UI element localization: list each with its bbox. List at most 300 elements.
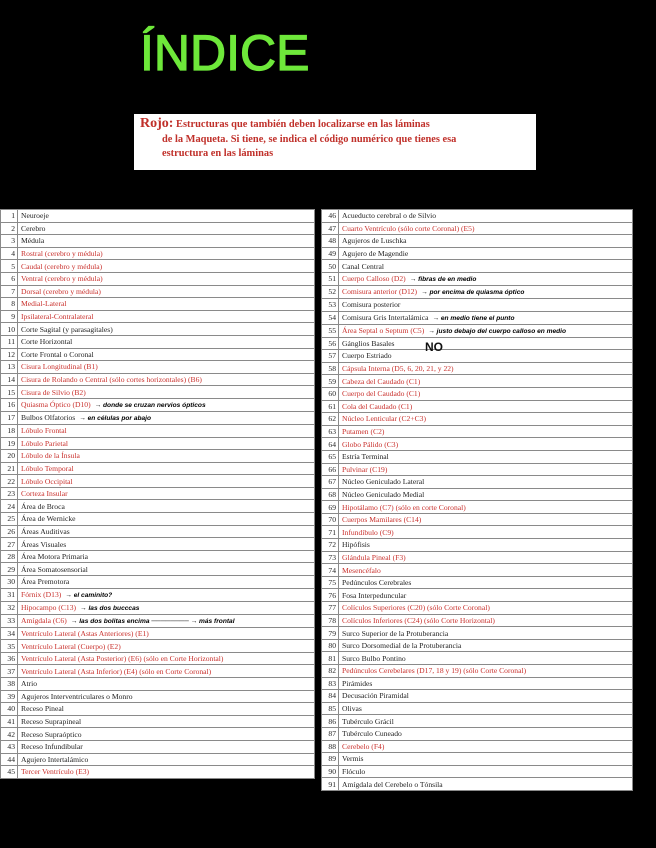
row-label: Áreas Visuales	[21, 539, 67, 549]
table-row	[322, 727, 633, 740]
row-number: 40	[1, 703, 18, 716]
row-label: Lóbulo Temporal	[21, 463, 74, 473]
row-label-cell	[18, 525, 315, 538]
row-label-cell	[18, 715, 315, 728]
table-row	[322, 337, 633, 350]
row-label: Estría Terminal	[342, 452, 389, 462]
table-row	[322, 400, 633, 413]
row-label: Agujero de Magendie	[342, 249, 409, 259]
table-row	[1, 437, 315, 450]
table-row	[322, 235, 633, 248]
row-label: Hipotálamo (C7) (sólo en corte Coronal)	[342, 502, 466, 512]
row-number: 38	[1, 678, 18, 691]
row-label-cell	[339, 463, 633, 476]
table-row	[1, 462, 315, 475]
row-number: 48	[322, 235, 339, 248]
table-row	[322, 450, 633, 463]
table-row	[322, 602, 633, 615]
legend-line1: Estructuras que también deben localizarse en las láminas	[176, 119, 430, 130]
row-label: Cisura de Silvio (B2)	[21, 387, 86, 397]
row-label: Ventrículo Lateral (Asta Inferior) (E4) (sólo en Corte Coronal)	[21, 666, 212, 676]
row-label: Colículos Inferiores (C24) (sólo Corte Horizontal)	[342, 615, 495, 625]
row-label-cell	[18, 500, 315, 513]
table-row	[1, 538, 315, 551]
table-row	[1, 715, 315, 728]
row-label: Neuroeje	[21, 211, 49, 221]
row-label-cell	[339, 639, 633, 652]
table-row	[322, 476, 633, 489]
row-label: Pedúnculos Cerebrales	[342, 578, 412, 588]
row-label: Lóbulo Frontal	[21, 426, 67, 436]
table-row	[1, 487, 315, 500]
row-number: 3	[1, 235, 18, 248]
table-row	[322, 652, 633, 665]
row-label-cell	[339, 324, 633, 337]
row-label: Ventrículo Lateral (Asta Posterior) (E6) (sólo en Corte Horizontal)	[21, 654, 224, 664]
row-label: Cuarto Ventrículo (sólo corte Coronal) (E5)	[342, 223, 475, 233]
table-row	[322, 413, 633, 426]
row-number: 33	[1, 614, 18, 627]
row-label-cell	[339, 210, 633, 223]
row-label-cell	[339, 222, 633, 235]
table-row	[1, 614, 315, 627]
handwritten-note: → por encima de quiasma óptico	[421, 288, 525, 296]
row-label: Pirámides	[342, 678, 373, 688]
row-number: 72	[322, 539, 339, 552]
row-number: 73	[322, 551, 339, 564]
table-row	[1, 740, 315, 753]
row-label: Rostral (cerebro y médula)	[21, 249, 103, 259]
row-number: 77	[322, 602, 339, 615]
row-label: Ventrículo Lateral (Cuerpo) (E2)	[21, 641, 121, 651]
table-row	[1, 298, 315, 311]
row-label: Corteza Insular	[21, 489, 68, 499]
row-label: Ventrículo Lateral (Astas Anteriores) (E1)	[21, 628, 149, 638]
row-number: 45	[1, 766, 18, 779]
row-number: 31	[1, 588, 18, 601]
handwritten-note: → las dos bucccas	[80, 604, 140, 612]
row-number: 56	[322, 337, 339, 350]
page-title	[140, 22, 380, 78]
row-label: Cápsula Interna (D5, 6, 20, 21, y 22)	[342, 364, 454, 374]
row-label-cell	[339, 501, 633, 514]
row-label: Cerebelo (F4)	[342, 741, 385, 751]
row-label-cell	[18, 235, 315, 248]
table-row	[322, 778, 633, 791]
table-row	[1, 588, 315, 601]
row-label: Bulbos Olfatorios	[21, 412, 76, 422]
table-row	[1, 475, 315, 488]
row-number: 26	[1, 525, 18, 538]
row-label: Vermis	[342, 754, 364, 764]
row-number: 14	[1, 373, 18, 386]
row-number: 46	[322, 210, 339, 223]
row-label: Hipófisis	[342, 540, 370, 550]
row-number: 68	[322, 488, 339, 501]
row-label-cell	[339, 375, 633, 388]
row-number: 78	[322, 614, 339, 627]
row-number: 74	[322, 564, 339, 577]
row-label-cell	[18, 323, 315, 336]
row-label: Lóbulo Occipital	[21, 476, 73, 486]
row-label-cell	[339, 602, 633, 615]
table-row	[1, 373, 315, 386]
row-number: 59	[322, 375, 339, 388]
row-label: Globo Pálido (C3)	[342, 439, 399, 449]
table-row	[1, 235, 315, 248]
table-row	[322, 715, 633, 728]
row-number: 4	[1, 247, 18, 260]
row-label: Fosa Interpeduncular	[342, 590, 407, 600]
handwritten-note: → el caminito?	[65, 591, 113, 599]
row-number: 24	[1, 500, 18, 513]
row-number: 71	[322, 526, 339, 539]
row-label-cell	[18, 424, 315, 437]
table-row	[322, 539, 633, 552]
row-label-cell	[18, 588, 315, 601]
row-number: 23	[1, 487, 18, 500]
row-label-cell	[18, 766, 315, 779]
table-row	[322, 589, 633, 602]
row-label-cell	[18, 222, 315, 235]
row-label: Tubérculo Cuneado	[342, 729, 402, 739]
row-number: 12	[1, 348, 18, 361]
row-label-cell	[339, 740, 633, 753]
table-row	[1, 513, 315, 526]
row-label-cell	[18, 475, 315, 488]
row-number: 27	[1, 538, 18, 551]
row-label: Agujeros de Luschka	[342, 236, 407, 246]
row-label: Cerebro	[21, 223, 46, 233]
table-row	[322, 350, 633, 363]
table-row	[322, 614, 633, 627]
table-row	[322, 272, 633, 285]
row-number: 86	[322, 715, 339, 728]
row-label: Infundíbulo (C9)	[342, 527, 394, 537]
row-label: Medial-Lateral	[21, 299, 67, 309]
row-label: Médula	[21, 236, 45, 246]
row-label: Receso Pineal	[21, 704, 64, 714]
row-number: 67	[322, 476, 339, 489]
table-row	[322, 311, 633, 324]
row-label: Fórnix (D13)	[21, 589, 62, 599]
row-label: Núcleo Lenticular (C2+C3)	[342, 414, 426, 424]
row-label-cell	[18, 690, 315, 703]
table-row	[322, 298, 633, 311]
row-label-cell	[18, 728, 315, 741]
row-number: 82	[322, 665, 339, 678]
row-number: 28	[1, 550, 18, 563]
legend-box	[134, 114, 536, 170]
row-label: Acueducto cerebral o de Silvio	[342, 211, 437, 221]
row-number: 25	[1, 513, 18, 526]
row-label-cell	[339, 513, 633, 526]
row-label-cell	[18, 386, 315, 399]
row-label-cell	[18, 665, 315, 678]
row-label: Área Somatosensorial	[21, 564, 88, 574]
row-number: 35	[1, 640, 18, 653]
row-number: 63	[322, 425, 339, 438]
table-row	[1, 678, 315, 691]
row-label: Agujeros Interventriculares o Monro	[21, 691, 133, 701]
row-label: Amígdala del Cerebelo o Tónsila	[342, 779, 443, 789]
row-label: Cuerpo del Caudado (C1)	[342, 389, 421, 399]
table-row	[1, 398, 315, 411]
table-row	[1, 728, 315, 741]
table-row	[322, 639, 633, 652]
row-label: Cuerpos Mamilares (C14)	[342, 515, 422, 525]
row-label-cell	[339, 387, 633, 400]
row-label: Lóbulo de la Ínsula	[21, 451, 80, 461]
row-label: Agujero Intertalámico	[21, 754, 89, 764]
handwritten-note: → fibras de en medio	[409, 275, 477, 283]
row-label-cell	[18, 753, 315, 766]
row-label: Ipsilateral-Contralateral	[21, 312, 94, 322]
row-label: Tercer Ventrículo (E3)	[21, 767, 90, 777]
table-row	[1, 601, 315, 614]
table-row	[322, 463, 633, 476]
row-label: Hipocampo (C13)	[21, 602, 77, 612]
row-label: Ventral (cerebro y médula)	[21, 274, 103, 284]
row-number: 36	[1, 652, 18, 665]
table-row	[1, 753, 315, 766]
row-label: Corte Sagital (y parasagitales)	[21, 324, 113, 334]
table-row	[322, 438, 633, 451]
row-label: Comisura posterior	[342, 300, 401, 310]
row-label: Amígdala (C6)	[21, 615, 67, 625]
row-label: Canal Central	[342, 261, 384, 271]
row-label-cell	[339, 362, 633, 375]
row-label-cell	[339, 488, 633, 501]
row-label-cell	[18, 601, 315, 614]
handwritten-note: → las dos bolitas encima ──────── → más frontal	[70, 617, 235, 625]
row-label: Surco Superior de la Protuberancia	[342, 628, 449, 638]
row-label-cell	[18, 740, 315, 753]
row-number: 19	[1, 437, 18, 450]
row-label-cell	[18, 462, 315, 475]
table-row	[1, 361, 315, 374]
row-label: Tubérculo Grácil	[342, 716, 394, 726]
row-label-cell	[18, 373, 315, 386]
row-label-cell	[18, 361, 315, 374]
row-label-cell	[18, 563, 315, 576]
row-label-cell	[339, 311, 633, 324]
row-label-cell	[18, 627, 315, 640]
legend-line3: estructura en las láminas	[162, 148, 274, 159]
row-number: 91	[322, 778, 339, 791]
row-label-cell	[339, 765, 633, 778]
table-row	[322, 627, 633, 640]
row-number: 61	[322, 400, 339, 413]
row-number: 44	[1, 753, 18, 766]
row-number: 90	[322, 765, 339, 778]
row-label: Cuerpo Calloso (D2)	[342, 273, 406, 283]
row-label-cell	[339, 438, 633, 451]
table-row	[1, 563, 315, 576]
table-row	[322, 526, 633, 539]
row-number: 10	[1, 323, 18, 336]
row-number: 39	[1, 690, 18, 703]
row-number: 42	[1, 728, 18, 741]
handwritten-note: → en células por abajo	[79, 414, 152, 422]
row-label: Receso Suprapineal	[21, 717, 82, 727]
row-number: 54	[322, 311, 339, 324]
row-label: Atrio	[21, 679, 38, 689]
row-label-cell	[339, 413, 633, 426]
row-label-cell	[339, 665, 633, 678]
row-label: Surco Dorsomedial de la Protuberancia	[342, 641, 462, 651]
table-row	[322, 501, 633, 514]
row-number: 18	[1, 424, 18, 437]
table-row	[322, 690, 633, 703]
table-row	[322, 576, 633, 589]
row-number: 58	[322, 362, 339, 375]
row-label-cell	[339, 652, 633, 665]
row-label: Área Motora Primaria	[21, 552, 89, 562]
row-number: 5	[1, 260, 18, 273]
row-number: 60	[322, 387, 339, 400]
table-row	[1, 703, 315, 716]
table-row	[1, 260, 315, 273]
row-label: Cola del Caudado (C1)	[342, 401, 413, 411]
row-label-cell	[339, 400, 633, 413]
row-label-cell	[339, 285, 633, 298]
row-number: 50	[322, 260, 339, 273]
row-label-cell	[339, 677, 633, 690]
handwritten-note: → donde se cruzan nervios ópticos	[94, 401, 206, 409]
row-label-cell	[18, 538, 315, 551]
row-label-cell	[18, 437, 315, 450]
row-label: Comisura anterior (D12)	[342, 286, 418, 296]
row-number: 41	[1, 715, 18, 728]
row-label: Receso Infundibular	[21, 742, 83, 752]
row-number: 69	[322, 501, 339, 514]
row-label: Pulvinar (C19)	[342, 464, 388, 474]
table-row	[1, 348, 315, 361]
row-label: Colículos Superiores (C20) (sólo Corte Coronal)	[342, 603, 490, 613]
row-label: Núcleo Geniculado Medial	[342, 489, 425, 499]
table-row	[322, 210, 633, 223]
row-label-cell	[18, 487, 315, 500]
table-row	[1, 335, 315, 348]
row-label: Gánglios Basales	[342, 338, 395, 348]
row-label-cell	[18, 576, 315, 589]
row-label: Área Premotora	[21, 577, 70, 587]
title-text: ÍNDICE	[140, 25, 310, 78]
row-label-cell	[18, 550, 315, 563]
table-row	[1, 323, 315, 336]
row-label-cell	[18, 640, 315, 653]
row-label-cell	[339, 551, 633, 564]
row-number: 52	[322, 285, 339, 298]
row-label: Glándula Pineal (F3)	[342, 552, 406, 562]
row-label-cell	[339, 247, 633, 260]
table-row	[322, 513, 633, 526]
row-number: 62	[322, 413, 339, 426]
table-row	[322, 488, 633, 501]
row-number: 7	[1, 285, 18, 298]
row-number: 21	[1, 462, 18, 475]
index-table-left	[0, 209, 315, 779]
table-row	[1, 690, 315, 703]
row-label-cell	[339, 614, 633, 627]
table-row	[322, 375, 633, 388]
table-row	[1, 665, 315, 678]
table-row	[322, 702, 633, 715]
table-row	[1, 310, 315, 323]
table-row	[322, 260, 633, 273]
row-label: Surco Bulbo Pontino	[342, 653, 406, 663]
row-label-cell	[18, 703, 315, 716]
row-label-cell	[18, 398, 315, 411]
row-number: 16	[1, 398, 18, 411]
row-label: Quiasma Óptico (D10)	[21, 399, 91, 409]
table-row	[322, 551, 633, 564]
row-label-cell	[339, 272, 633, 285]
table-row	[1, 766, 315, 779]
row-label-cell	[18, 310, 315, 323]
row-label-cell	[339, 539, 633, 552]
row-label-cell	[339, 350, 633, 363]
row-label-cell	[339, 298, 633, 311]
row-label-cell	[339, 715, 633, 728]
row-label-cell	[339, 425, 633, 438]
handwritten-note: → justo debajo del cuerpo calloso en medio	[428, 327, 567, 335]
row-label-cell	[18, 513, 315, 526]
row-number: 76	[322, 589, 339, 602]
table-row	[322, 740, 633, 753]
row-label: Cisura de Rolando o Central (sólo cortes horizontales) (B6)	[21, 375, 202, 385]
row-label: Pedúnculos Cerebelares (D17, 18 y 19) (sólo Corte Coronal)	[342, 666, 527, 676]
table-row	[322, 564, 633, 577]
row-label-cell	[18, 298, 315, 311]
index-table-right	[321, 209, 633, 791]
table-row	[1, 500, 315, 513]
table-row	[322, 677, 633, 690]
table-row	[1, 222, 315, 235]
legend-key: Rojo:	[140, 116, 174, 131]
row-number: 55	[322, 324, 339, 337]
row-number: 83	[322, 677, 339, 690]
row-number: 37	[1, 665, 18, 678]
row-label: Área de Wernicke	[21, 514, 76, 524]
table-row	[1, 627, 315, 640]
row-number: 47	[322, 222, 339, 235]
table-row	[1, 210, 315, 223]
row-label-cell	[339, 627, 633, 640]
row-label-cell	[18, 335, 315, 348]
row-label-cell	[18, 210, 315, 223]
row-label-cell	[18, 272, 315, 285]
table-row	[322, 222, 633, 235]
row-number: 2	[1, 222, 18, 235]
row-label: Olivas	[342, 704, 362, 714]
row-number: 29	[1, 563, 18, 576]
row-label-cell	[339, 450, 633, 463]
table-row	[1, 285, 315, 298]
table-row	[1, 247, 315, 260]
row-label: Dorsal (cerebro y médula)	[21, 286, 101, 296]
table-row	[1, 652, 315, 665]
row-label: Área Septal o Septum (C5)	[342, 325, 425, 335]
row-label: Cuerpo Estriado	[342, 351, 392, 361]
row-number: 81	[322, 652, 339, 665]
table-row	[1, 550, 315, 563]
row-label-cell	[18, 614, 315, 627]
row-number: 32	[1, 601, 18, 614]
legend-line2: de la Maqueta. Si tiene, se indica el código numérico que tienes esa	[162, 133, 457, 145]
row-label-cell	[18, 678, 315, 691]
